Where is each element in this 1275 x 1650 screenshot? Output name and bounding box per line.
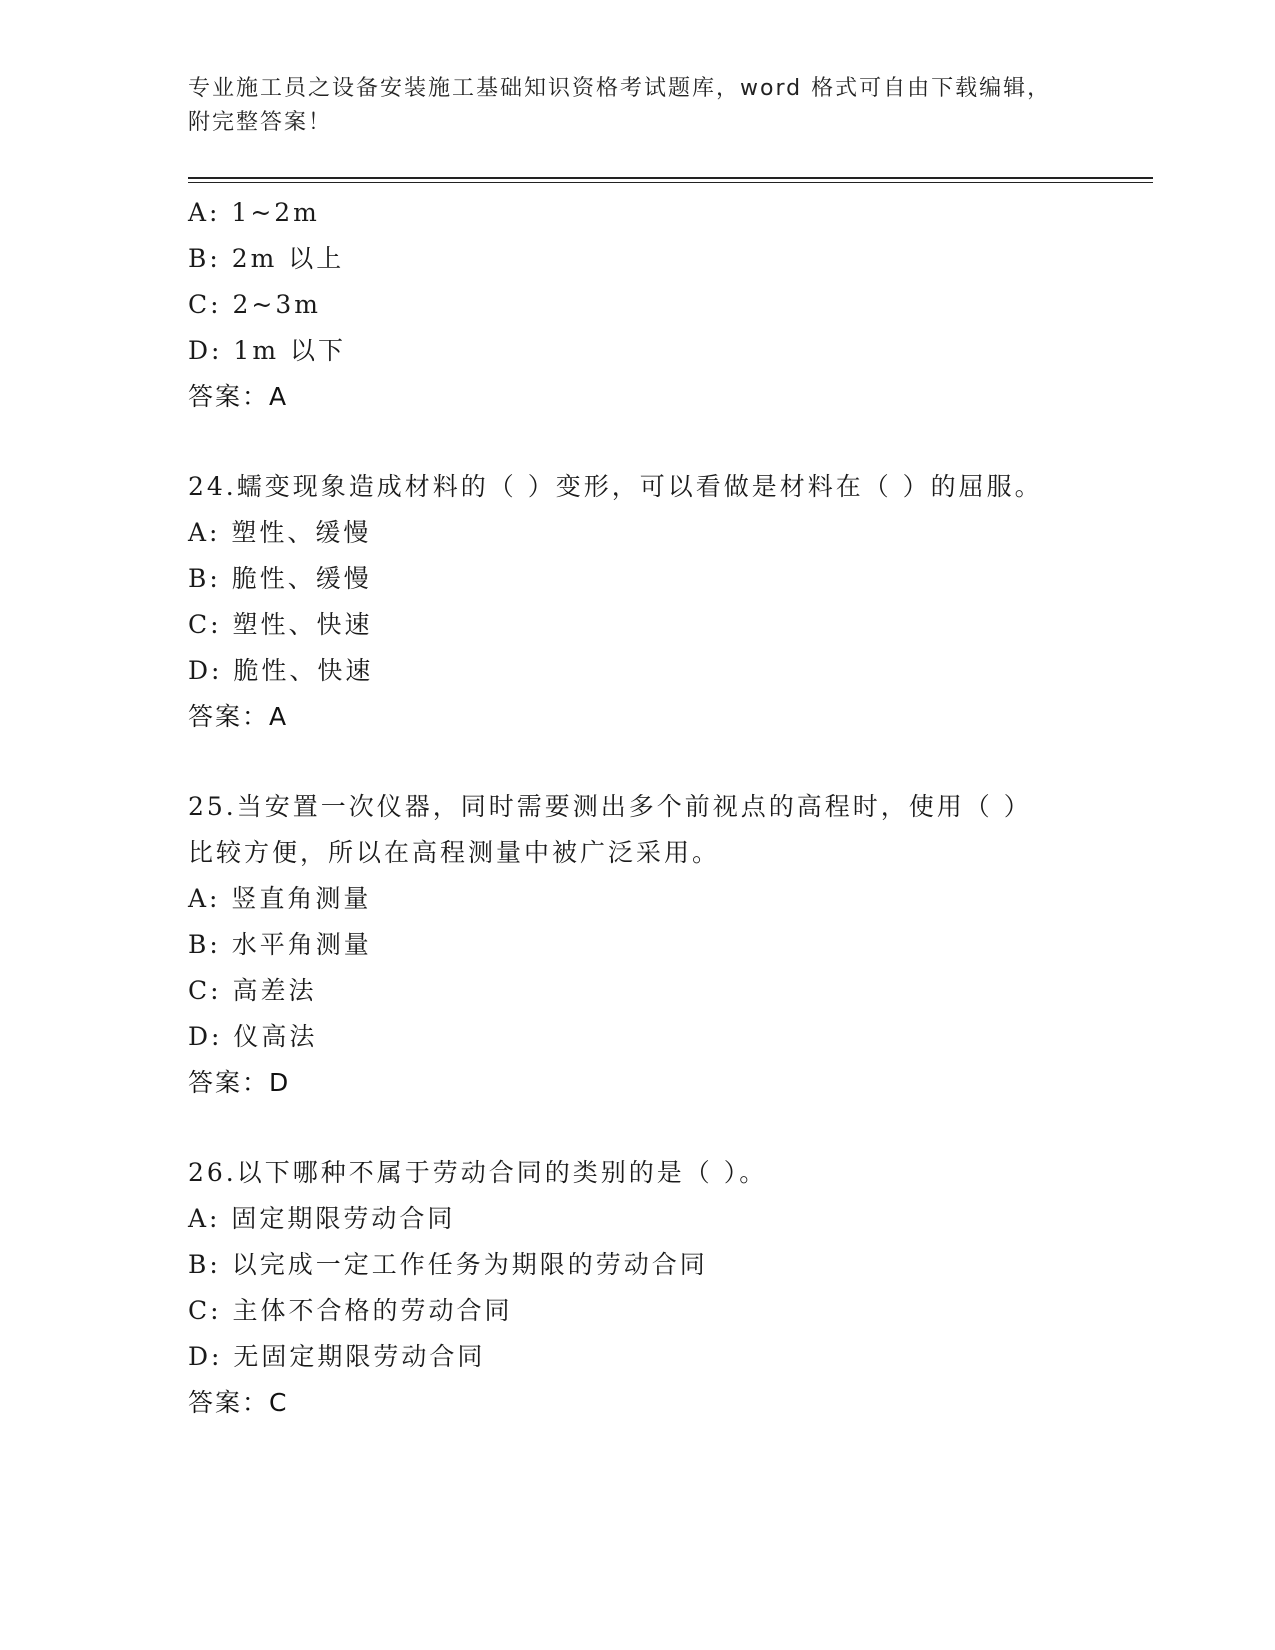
header-line-1: 专业施工员之设备安装施工基础知识资格考试题库，word 格式可自由下载编辑， [188,76,1052,101]
question-26 [188,1150,1148,1426]
option-c: C: 塑性、快速 [188,610,373,639]
continued-question [188,190,1148,420]
question-24 [188,464,1148,740]
option-a: A: 固定期限劳动合同 [188,1204,456,1233]
question-stem: 25.当安置一次仪器，同时需要测出多个前视点的高程时，使用（ ） [188,792,1032,821]
option-d: D: 无固定期限劳动合同 [188,1342,486,1371]
answer-line: 答案：A [188,382,289,411]
option-a: A: 塑性、缓慢 [188,518,372,547]
answer-line: 答案：D [188,1068,291,1097]
answer-line: 答案：A [188,702,289,731]
option-d: D: 仪高法 [188,1022,318,1051]
option-a: A: 竖直角测量 [188,884,372,913]
option-d: D: 1m 以下 [188,336,346,365]
option-a: A: 1~2m [188,198,320,227]
option-d: D: 脆性、快速 [188,656,374,685]
answer-line: 答案：C [188,1388,289,1417]
question-stem-continued: 比较方便，所以在高程测量中被广泛采用。 [188,838,721,867]
question-stem: 24.蠕变现象造成材料的（ ）变形，可以看做是材料在（ ）的屈服。 [188,472,1043,501]
option-b: B: 以完成一定工作任务为期限的劳动合同 [188,1250,708,1279]
option-b: B: 水平角测量 [188,930,372,959]
header-line-2: 附完整答案！ [188,110,333,135]
option-c: C: 高差法 [188,976,317,1005]
header-divider-thin [188,182,1153,183]
option-b: B: 脆性、缓慢 [188,564,372,593]
question-list [188,190,1148,1426]
option-c: C: 2~3m [188,290,321,319]
question-stem: 26.以下哪种不属于劳动合同的类别的是（ ）。 [188,1158,768,1187]
header-divider-thick [188,177,1153,179]
option-b: B: 2m 以上 [188,244,345,273]
document-header [188,72,1088,140]
option-c: C: 主体不合格的劳动合同 [188,1296,513,1325]
question-25 [188,784,1148,1106]
